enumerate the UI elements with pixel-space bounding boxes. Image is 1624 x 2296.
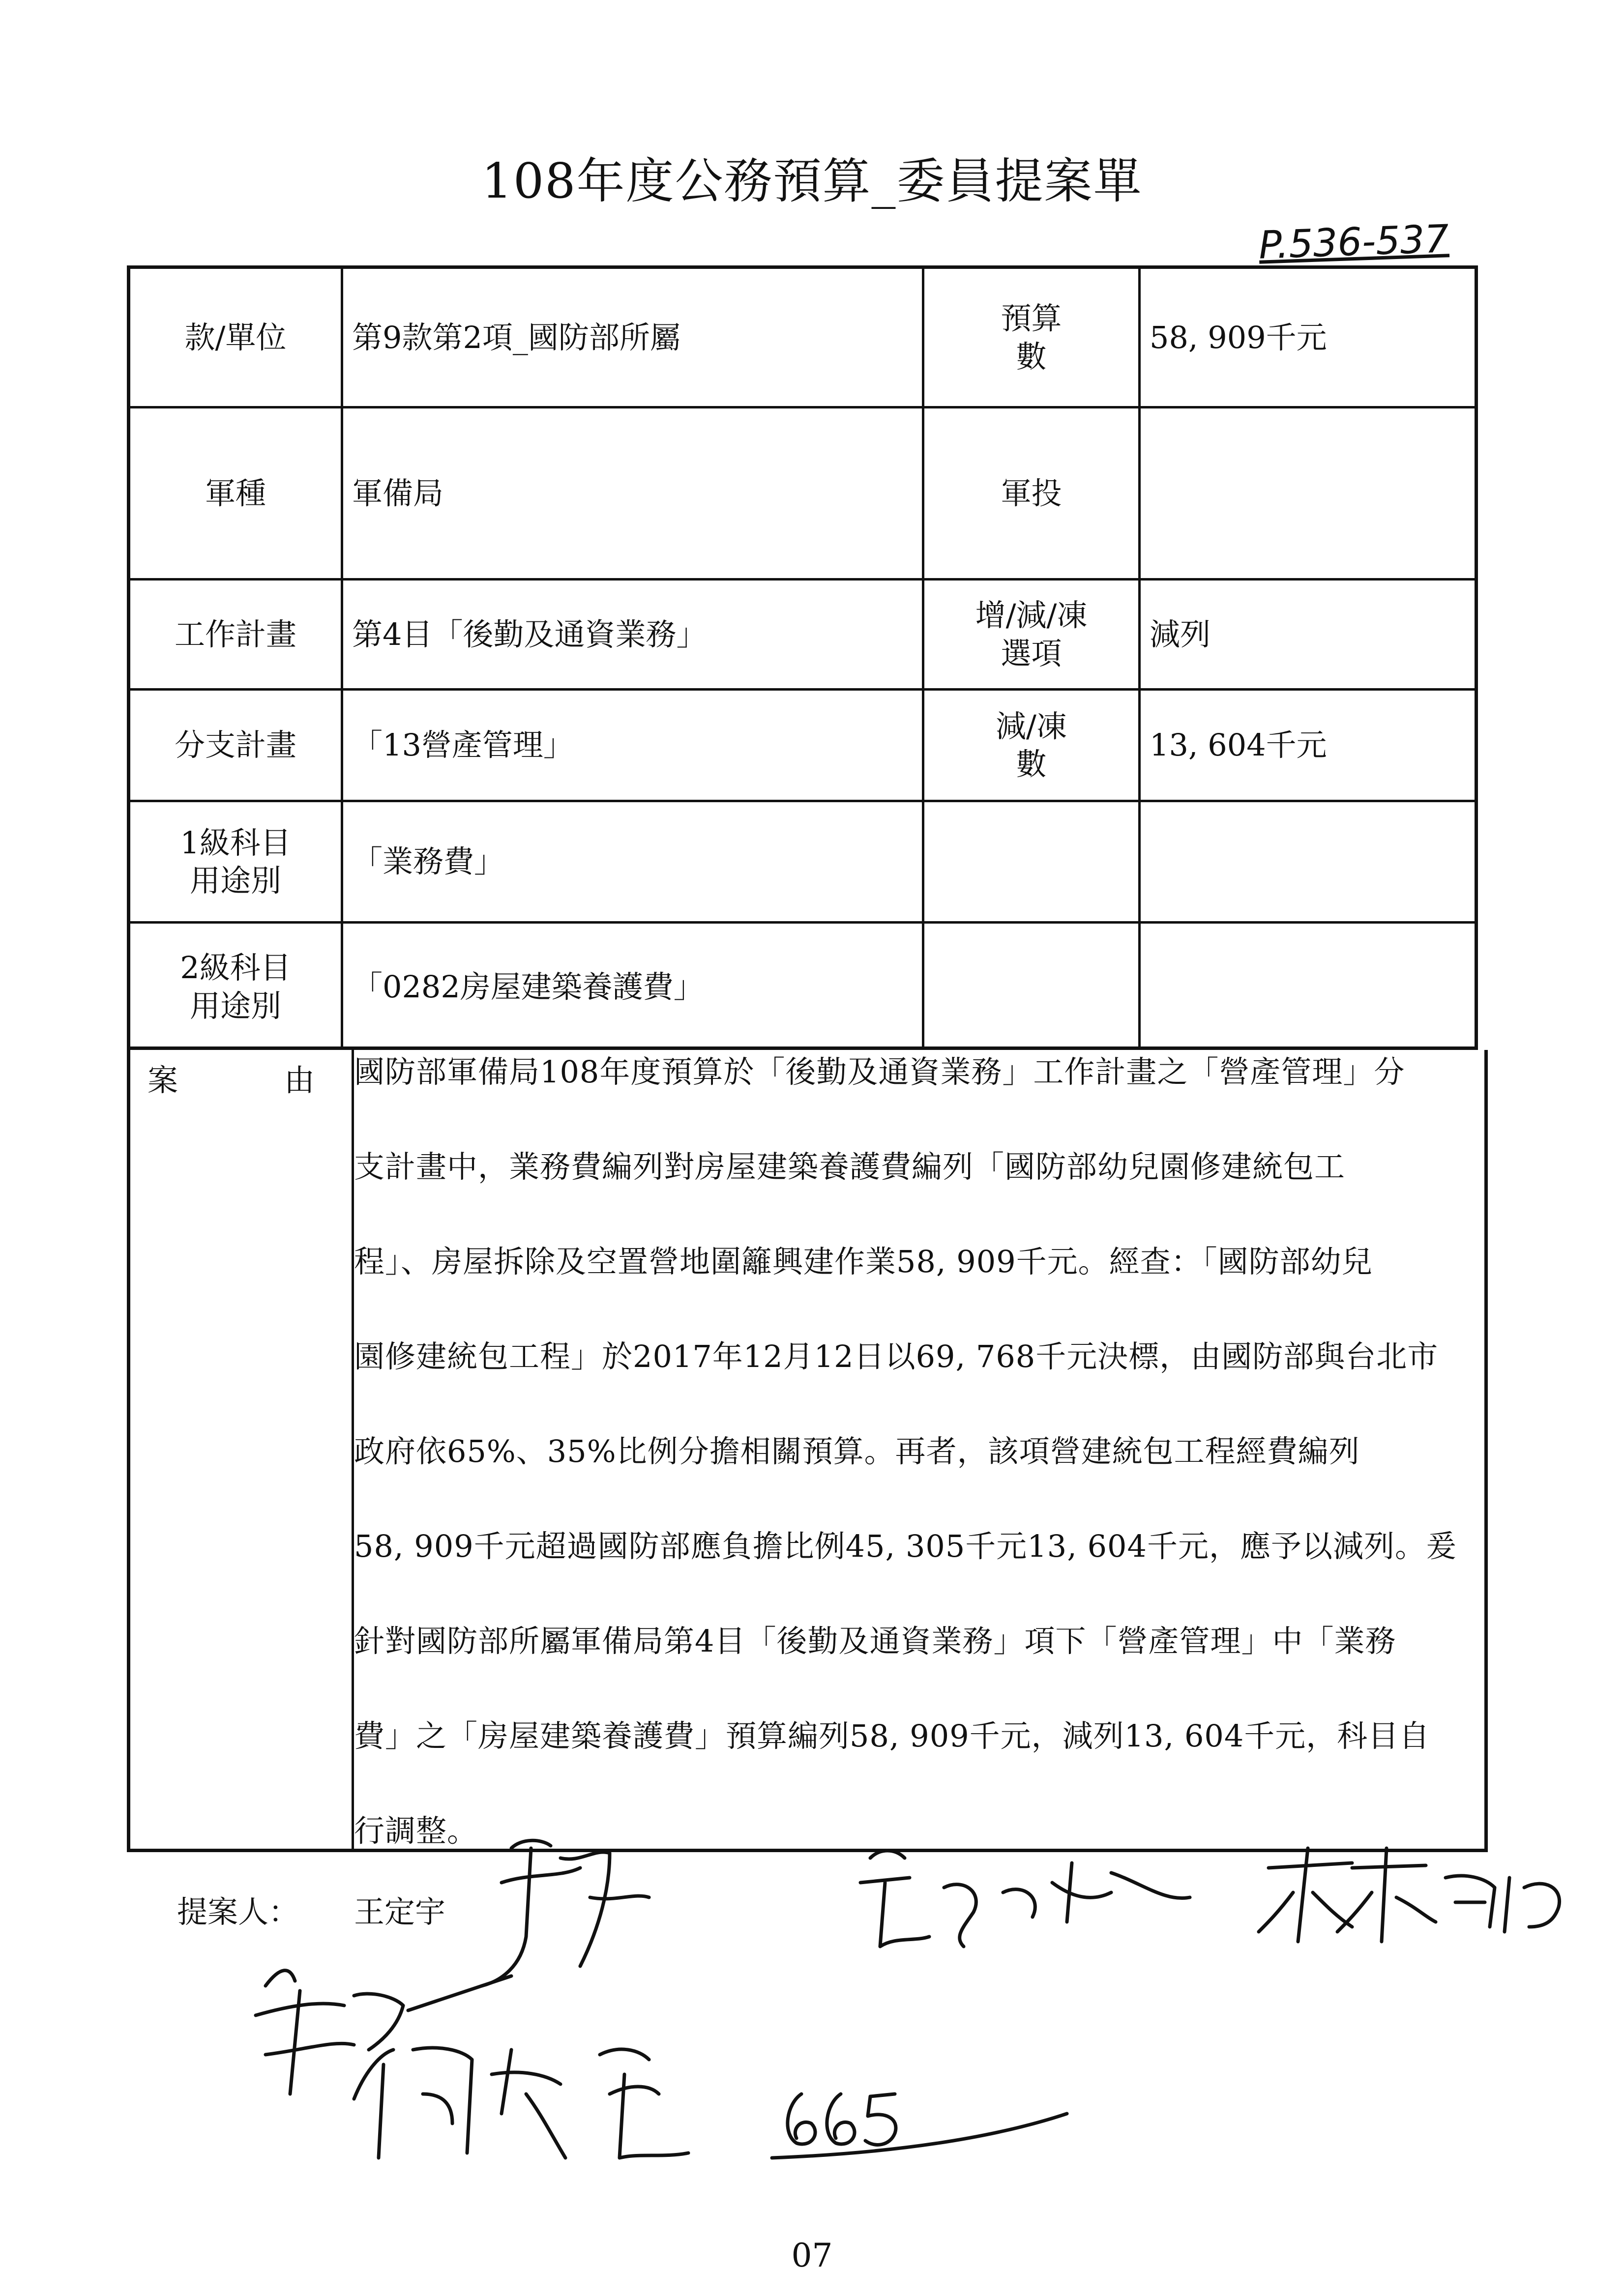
row-label-secondary [924,924,1138,1050]
page-number: 07 [791,2237,833,2274]
reason-line: 58, 909千元超過國防部應負擔比例45, 305千元13, 604千元，應予以減列。爰 [354,1528,1457,1564]
page-reference: P.536-537 [1258,217,1450,268]
row-label-secondary: 增/減/凍 選項 [975,597,1088,671]
signature-stroke [482,1840,649,1986]
reason-line: 支計畫中，業務費編列對房屋建築養護費編列「國防部幼兒園修建統包工 [354,1149,1346,1185]
signature-stroke [1259,1848,1560,1942]
row-value-secondary [1141,408,1478,578]
reason-line: 政府依65%、35%比例分擔相關預算。再者，該項營建統包工程經費編列 [354,1433,1360,1469]
reason-line: 費」之「房屋建築養護費」預算編列58, 909千元，減列13, 604千元，科目自 [354,1718,1430,1754]
reason-label-char: 由 [284,1062,315,1098]
row-value-secondary: 58, 909千元 [1150,319,1327,355]
row-label: 1級科目 用途別 [180,824,291,899]
row-label: 工作計畫 [174,616,296,652]
reason-line: 園修建統包工程」於2017年12月12日以69, 768千元決標，由國防部與台北市 [354,1338,1439,1374]
proposer-label: 提案人： [177,1894,299,1930]
row-value: 軍備局 [352,475,444,511]
row-value-secondary [1141,924,1478,1050]
form-title: 108年度公務預算_委員提案單 [481,153,1143,209]
row-label: 款/單位 [184,319,287,355]
proposal-table [127,265,1478,1050]
row-value-secondary [1141,802,1478,921]
reason-line: 針對國防部所屬軍備局第4目「後勤及通資業務」項下「營產管理」中「業務 [354,1623,1396,1659]
reason-line: 行調整。 [354,1813,478,1849]
row-value-secondary: 13, 604千元 [1150,727,1327,763]
row-label-secondary [924,802,1138,921]
row-label: 2級科目 用途別 [180,950,291,1024]
row-label-secondary: 軍投 [1001,475,1062,511]
row-value: 「13營產管理」 [352,727,574,763]
proposer-name: 王定宇 [354,1894,446,1930]
signature-stroke [354,2048,688,2158]
row-value-secondary: 減列 [1150,616,1211,652]
row-value: 第9款第2項_國防部所屬 [352,319,680,355]
row-label-secondary: 減/凍 數 [996,708,1067,782]
reason-label [148,1056,315,1100]
reason-label-char: 案 [148,1062,178,1098]
row-label: 分支計畫 [174,727,296,763]
signature-stroke [772,2094,1067,2158]
reason-line: 國防部軍備局108年度預算於「後勤及通資業務」工作計畫之「營產管理」分 [354,1054,1405,1090]
row-label-secondary: 預算 數 [1001,300,1062,375]
row-value: 「業務費」 [352,843,505,880]
signature-stroke [860,1851,1190,1947]
row-value: 「0282房屋建築養護費」 [352,968,704,1005]
reason-line: 程」、房屋拆除及空置營地圍籬興建作業58, 909千元。經查：「國防部幼兒 [354,1244,1373,1279]
handwritten-signatures [207,1819,1624,2163]
row-value: 第4目「後勤及通資業務」 [352,616,707,652]
reason-text [354,1051,1475,1905]
row-label: 軍種 [205,475,266,511]
